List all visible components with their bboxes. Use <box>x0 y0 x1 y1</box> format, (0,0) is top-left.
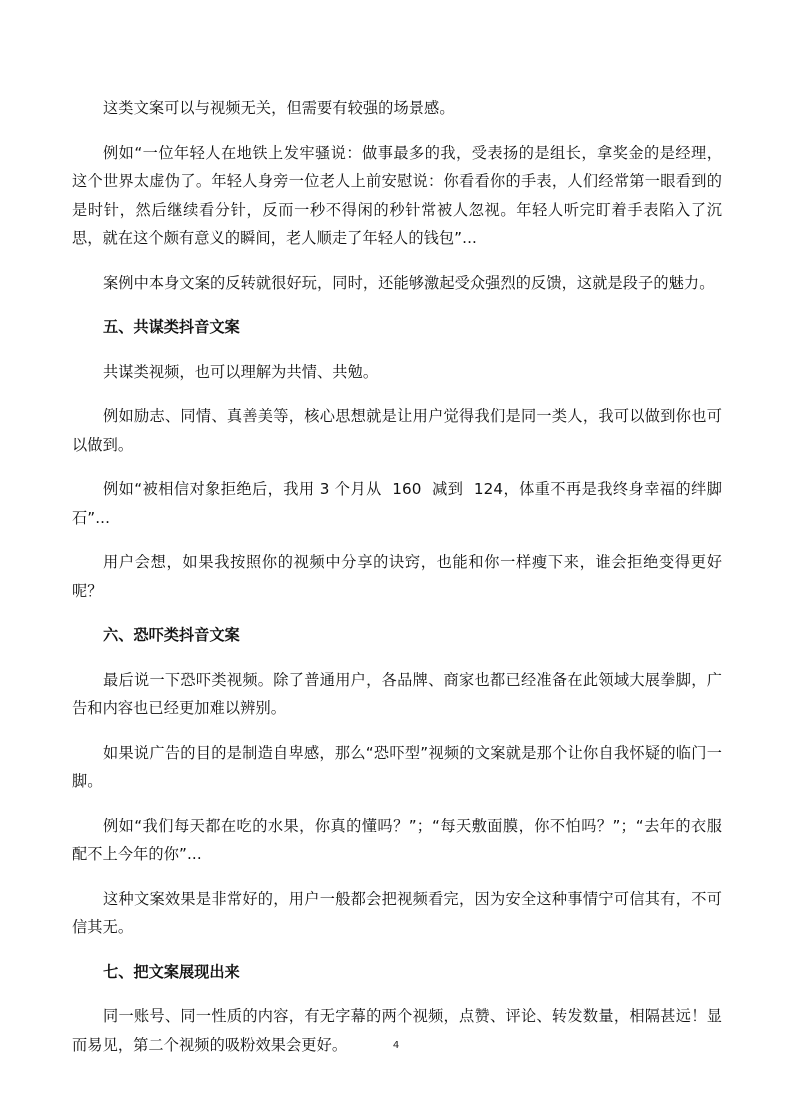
paragraph: 这种文案效果是非常好的，用户一般都会把视频看完，因为安全这种事情宁可信其有，不可信其无。 <box>72 889 722 936</box>
paragraph: 例如励志、同情、真善美等，核心思想就是让用户觉得我们是同一类人，我可以做到你也可以做到。 <box>72 407 722 454</box>
page-number: 4 <box>392 1040 400 1051</box>
paragraph: 最后说一下恐吓类视频。除了普通用户，各品牌、商家也都已经准备在此领域大展拳脚，广告和内容也已经更加难以辨别。 <box>72 670 722 717</box>
paragraph: 同一账号、同一性质的内容，有无字幕的两个视频，点赞、评论、转发数量，相隔甚远！显而易见，第二个视频的吸粉效果会更好。 <box>72 1007 722 1054</box>
paragraph: 例如“一位年轻人在地铁上发牢骚说：做事最多的我，受表扬的是组长，拿奖金的是经理，这个世界太虚伪了。年轻人身旁一位老人上前安慰说：你看看你的手表，人们经常第一眼看到的是时针，然后继续看分针，反而一秒不得闲的秒针常被人忽视。年轻人听完盯着手表陷入了沉思，就在这个颇有意义的瞬间，老人顺走了年轻人的钱包”... <box>72 143 722 247</box>
paragraph: 例如“我们每天都在吃的水果，你真的懂吗？”；“每天敷面膜，你不怕吗？”；“去年的衣服配不上今年的你”... <box>72 816 722 863</box>
paragraph: 用户会想，如果我按照你的视频中分享的诀窍，也能和你一样瘦下来，谁会拒绝变得更好呢？ <box>72 553 722 600</box>
document-body <box>72 94 722 1075</box>
paragraph: 这类文案可以与视频无关，但需要有较强的场景感。 <box>103 99 455 117</box>
section-heading: 七、把文案展现出来 <box>103 962 240 981</box>
paragraph: 案例中本身文案的反转就很好玩，同时，还能够激起受众强烈的反馈，这就是段子的魅力。 <box>103 273 715 292</box>
section-heading: 六、恐吓类抖音文案 <box>103 626 240 644</box>
paragraph: 共谋类视频，也可以理解为共情、共勉。 <box>103 362 379 381</box>
paragraph: 如果说广告的目的是制造自卑感，那么“恐吓型”视频的文案就是那个让你自我怀疑的临门一脚。 <box>72 743 722 790</box>
section-heading: 五、共谋类抖音文案 <box>103 318 240 336</box>
paragraph: 例如“被相信对象拒绝后，我用 3 个月从 160 减到 124，体重不再是我终身幸福的绊脚石”... <box>72 480 722 527</box>
